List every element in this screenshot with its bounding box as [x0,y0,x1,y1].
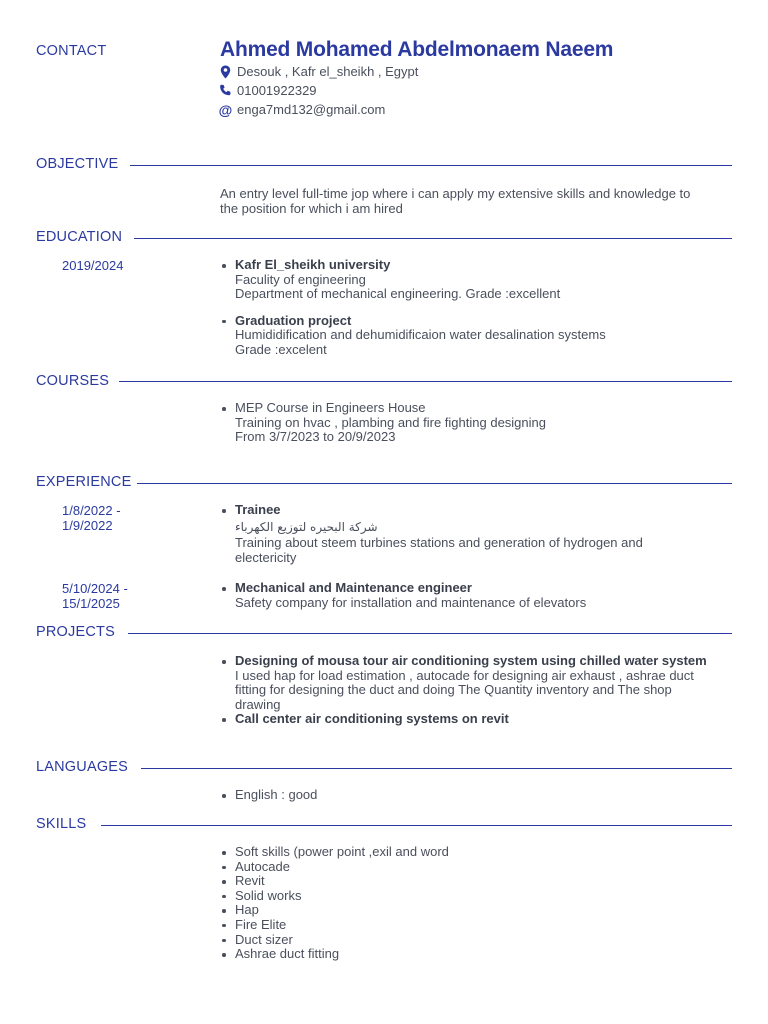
languages-list [220,788,720,803]
list-item: Designing of mousa tour air conditioning system using chilled water system I used hap for load estimation , autocade for designing air exhaust , ashrae duct fitting for designing the duct and doing The Quantity inventory and The shop drawing [220,654,720,712]
experience-list-2 [220,581,720,610]
skills-heading: SKILLS [36,816,87,832]
languages-divider [141,768,732,769]
list-item: Graduation project Humididification and dehumidificaion water desalination systems Grade :excelent [220,314,720,358]
projects-divider [128,633,732,634]
phone-row [218,83,317,98]
phone-text: 01001922329 [237,83,317,98]
objective-heading: OBJECTIVE [36,156,119,172]
list-item: Duct sizer [220,933,720,948]
projects-list [220,654,720,727]
courses-heading: COURSES [36,373,110,389]
list-item: Call center air conditioning systems on revit [220,712,720,727]
experience-divider [137,483,732,484]
list-item: Autocade [220,860,720,875]
objective-text: An entry level full-time jop where i can apply my extensive skills and knowledge to the position for which i am hired [220,186,691,216]
list-item: Hap [220,903,720,918]
list-item: Kafr El_sheikh university Faculity of engineering Department of mechanical engineering. Grade :excellent [220,258,720,302]
languages-heading: LANGUAGES [36,759,129,775]
phone-icon [218,83,233,98]
list-item: Mechanical and Maintenance engineer Safety company for installation and maintenance of elevators [220,581,720,610]
experience-date-2: 5/10/2024 - 15/1/2025 [62,581,128,611]
education-list [220,258,720,358]
skills-divider [101,825,732,826]
email-text: enga7md132@gmail.com [237,102,386,117]
experience-date-1: 1/8/2022 - 1/9/2022 [62,503,121,533]
location-row [218,64,418,79]
experience-heading: EXPERIENCE [36,474,132,490]
objective-divider [130,165,732,166]
education-divider [134,238,732,239]
location-text: Desouk , Kafr el_sheikh , Egypt [237,64,419,79]
education-heading: EDUCATION [36,229,123,245]
projects-heading: PROJECTS [36,624,115,640]
list-item: Revit [220,874,720,889]
courses-divider [119,381,732,382]
list-item: Ashrae duct fitting [220,947,720,962]
candidate-name: Ahmed Mohamed Abdelmonaem Naeem [220,38,614,61]
list-item: Trainee شركة البحيره لتوزيع الكهرباء Training about steem turbines stations and generation of hydrogen and electericity [220,503,720,565]
email-row [218,102,385,117]
experience-list-1 [220,503,720,565]
list-item: Solid works [220,889,720,904]
education-date: 2019/2024 [62,258,124,273]
list-item: Fire Elite [220,918,720,933]
contact-label: CONTACT [36,43,107,59]
skills-list [220,845,720,962]
list-item: MEP Course in Engineers House Training on hvac , plambing and fire fighting designing From 3/7/2023 to 20/9/2023 [220,401,720,445]
courses-list [220,401,720,445]
list-item: Soft skills (power point ,exil and word [220,845,720,860]
location-pin-icon [218,64,233,79]
at-sign-icon: @ [218,101,233,118]
list-item: English : good [220,788,720,803]
